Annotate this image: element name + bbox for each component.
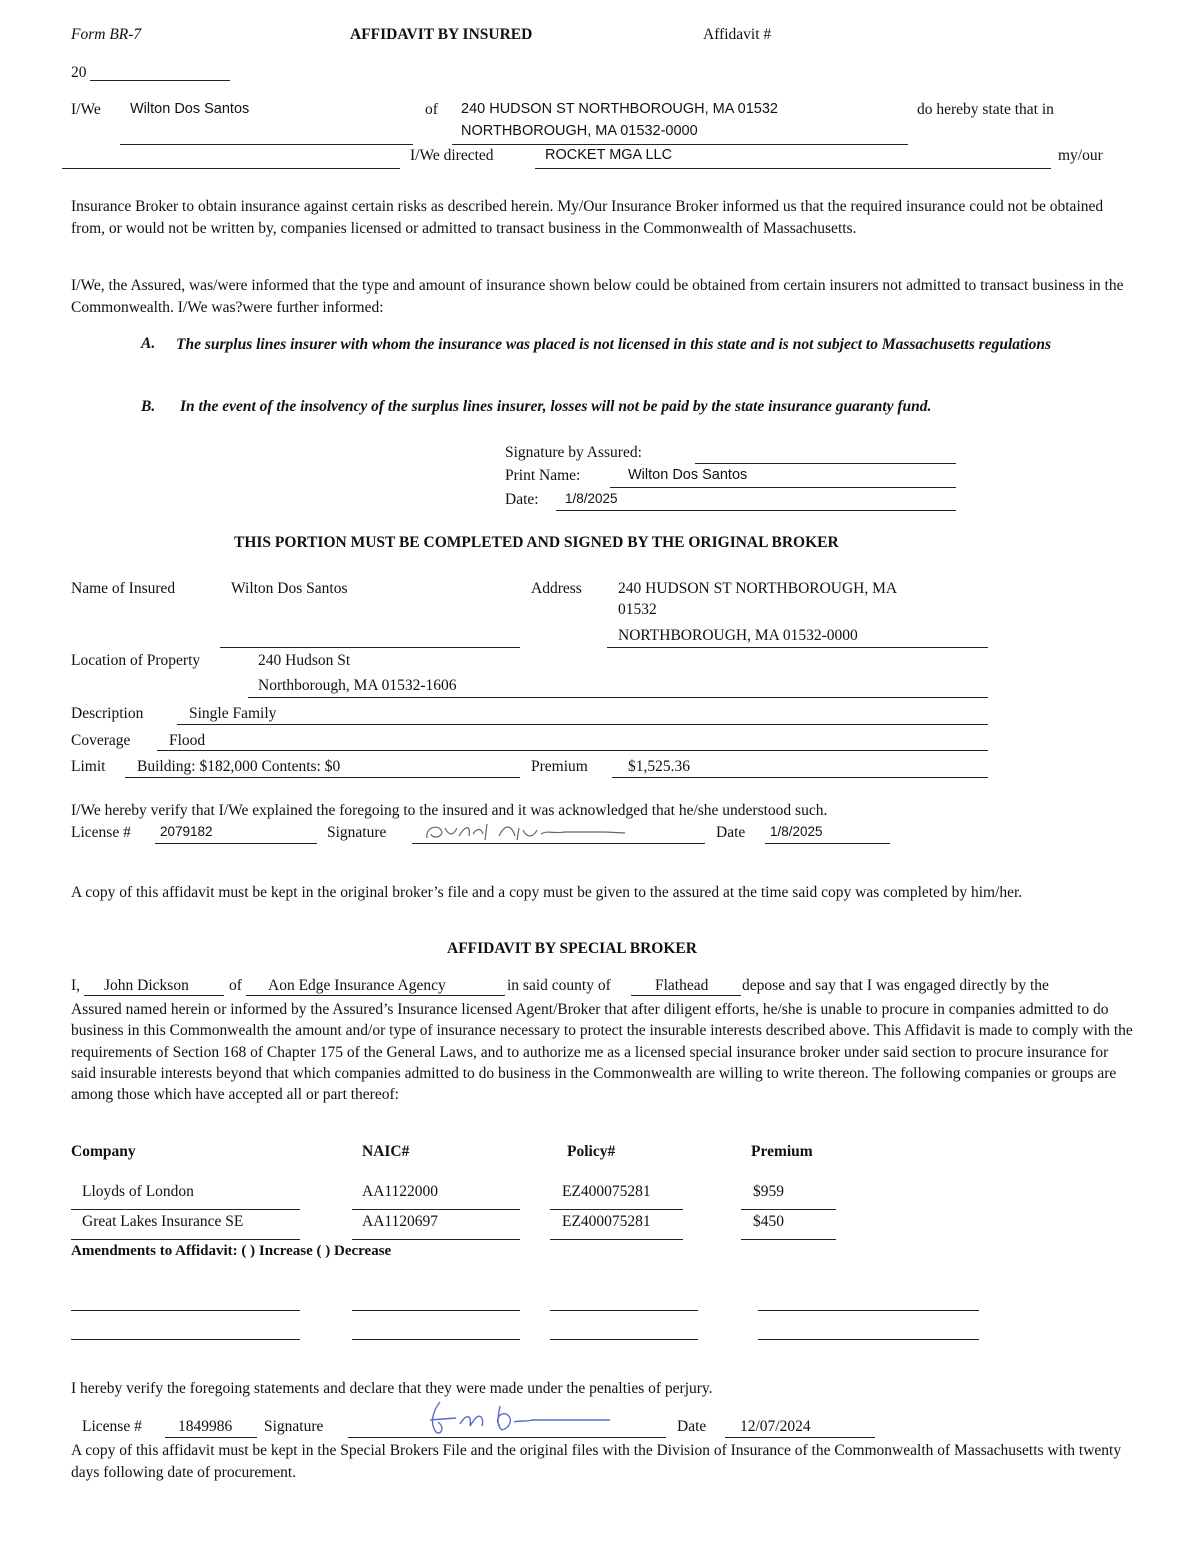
limit-label: Limit [71,758,106,775]
insured-name-field[interactable]: Wilton Dos Santos [130,101,250,117]
special-agency-line [246,995,505,996]
amendment-line[interactable] [352,1310,520,1311]
location-line1[interactable]: 240 Hudson St [258,652,351,669]
limit-field[interactable]: Building: $182,000 Contents: $0 [137,758,341,775]
special-broker-heading: AFFIDAVIT BY SPECIAL BROKER [447,940,697,957]
item-a-label: A. [141,335,156,352]
row-line [71,1209,300,1210]
broker-signature-line[interactable] [412,843,705,844]
row-line [352,1239,520,1240]
broker-verify-text: I/We hereby verify that I/We explained the foregoing to the insured and it was acknowledged that he/she understood such. [71,802,828,819]
broker-license-field[interactable]: 2079182 [160,824,213,839]
item-b-text: In the event of the insolvency of the surplus lines insurer, losses will not be paid by the state insurance guaranty fund. [180,398,932,415]
special-broker-name[interactable]: John Dickson [104,977,189,994]
page-title: AFFIDAVIT BY INSURED [350,26,533,43]
broker-section-heading: THIS PORTION MUST BE COMPLETED AND SIGNED BY THE ORIGINAL BROKER [234,534,839,551]
company-cell[interactable]: Great Lakes Insurance SE [82,1213,244,1230]
assured-date-line [556,510,956,511]
amendment-line[interactable] [550,1339,698,1340]
broker-date-line [765,843,890,844]
amendment-line[interactable] [758,1310,979,1311]
paragraph-1: Insurance Broker to obtain insurance against certain risks as described herein. My/Our Insurance Broker informed us that the required insurance could not be obtained from, or would not be written by, companies licensed or admitted to transact business in the Commonwealth of Massachusetts. [71,198,1104,237]
row-line [550,1239,683,1240]
year-prefix: 20 [71,64,87,81]
naic-cell[interactable]: AA1122000 [362,1183,439,1200]
location-line2[interactable]: Northborough, MA 01532-1606 [258,677,457,694]
special-depose-text: depose and say that I was engaged directly by the [742,977,1049,994]
paragraph-2: I/We, the Assured, was/were informed that the type and amount of insurance shown below could be obtained from certain insurers not admitted to transact business in the Commonwealth. I/We was?were further informed: [71,277,1124,316]
print-name-label: Print Name: [505,467,581,484]
amendment-line[interactable] [758,1339,979,1340]
description-label: Description [71,705,144,722]
row-line [741,1239,836,1240]
coverage-line [157,750,988,751]
broker-date-label: Date [716,824,746,841]
special-body-text: Assured named herein or informed by the Assured’s Insurance licensed Agent/Broker that after diligent efforts, he/she is unable to procure in companies admitted to do business in this Commonwealth the amount and/or type of insurance necessary to protect the insurable interests described above. This Affidavit is made to comply with the requirements of Section 168 of Chapter 175 of the General Laws, and to authorize me as a licensed special insurance broker under said section to procure insurance for said insurable interests beyond that which companies admitted to do business in the Commonwealth are willing to write thereon. The following companies or groups are among those which have accepted all or part thereof: [71,1001,1133,1104]
of-label: of [425,101,438,118]
premium-field[interactable]: $1,525.36 [628,758,690,775]
premium-line [612,777,988,778]
special-county-line [631,995,741,996]
special-county-label: in said county of [507,977,611,994]
row-line [741,1209,836,1210]
col-header-company: Company [71,1143,136,1160]
policy-cell[interactable]: EZ400075281 [562,1183,651,1200]
premium-label: Premium [531,758,588,775]
address-line1[interactable]: 240 HUDSON ST NORTHBOROUGH, MA [618,580,898,597]
assured-date-label: Date: [505,491,539,508]
item-a-text: The surplus lines insurer with whom the insurance was placed is not licensed in this state and is not subject to Massachusetts regulations [176,336,1052,353]
insured-name-line [120,144,413,145]
directed-label: I/We directed [410,147,494,164]
special-of-label: of [229,977,242,994]
description-line [177,724,988,725]
coverage-field[interactable]: Flood [169,732,206,749]
premium-cell[interactable]: $959 [753,1183,784,1200]
print-name-field[interactable]: Wilton Dos Santos [628,467,748,483]
naic-cell[interactable]: AA1120697 [362,1213,439,1230]
special-license-label: License # [82,1418,142,1435]
broker-date-field[interactable]: 1/8/2025 [770,824,823,839]
assured-signature-label: Signature by Assured: [505,444,642,461]
name-of-insured-line [220,647,520,648]
amendments-label: Amendments to Affidavit: ( ) Increase ( ) Decrease [71,1243,392,1259]
description-field[interactable]: Single Family [189,705,277,722]
special-county[interactable]: Flathead [655,977,709,994]
special-i-label: I, [71,977,81,994]
insured-address-line2[interactable]: NORTHBOROUGH, MA 01532-0000 [461,123,698,139]
col-header-naic: NAIC# [362,1143,410,1160]
broker-license-label: License # [71,824,131,841]
amendment-line[interactable] [352,1339,520,1340]
special-signature-image [410,1398,640,1438]
affidavit-number-label: Affidavit # [703,26,772,43]
special-signature-line[interactable] [348,1437,666,1438]
state-label: do hereby state that in [917,101,1054,118]
insured-address-line1[interactable]: 240 HUDSON ST NORTHBOROUGH, MA 01532 [461,101,778,117]
broker-license-line [155,843,317,844]
row-line [550,1209,683,1210]
iwe-label: I/We [71,101,101,118]
blank-line [62,168,400,169]
special-date-line [725,1437,875,1438]
broker-signature-label: Signature [327,824,387,841]
print-name-line [610,487,956,488]
premium-cell[interactable]: $450 [753,1213,784,1230]
col-header-premium: Premium [751,1143,813,1160]
name-of-insured-label: Name of Insured [71,580,176,597]
broker-copy-note: A copy of this affidavit must be kept in the original broker’s file and a copy must be given to the assured at the time said copy was completed by him/her. [71,884,1023,901]
amendment-line[interactable] [550,1310,698,1311]
special-broker-name-line [84,995,224,996]
special-date-label: Date [677,1418,707,1435]
address-line [607,647,988,648]
location-label: Location of Property [71,652,201,669]
myour-label: my/our [1058,147,1103,164]
special-verify-text: I hereby verify the foregoing statements and declare that they were made under the penalties of perjury. [71,1380,713,1397]
insured-address-line [452,144,908,145]
amendment-line[interactable] [71,1339,300,1340]
form-id: Form BR-7 [71,26,142,43]
year-line [90,80,230,81]
special-agency[interactable]: Aon Edge Insurance Agency [268,977,446,994]
broker-name-line [535,168,1051,169]
location-line [248,697,988,698]
limit-line [125,777,520,778]
name-of-insured-field[interactable]: Wilton Dos Santos [231,580,348,597]
special-footer-note: A copy of this affidavit must be kept in the Special Brokers File and the original files with the Division of Insurance of the Commonwealth of Massachusetts with twenty days following date of procurement. [71,1442,1122,1481]
special-license-line [165,1437,257,1438]
item-b-label: B. [141,398,156,415]
special-license-field[interactable]: 1849986 [178,1418,233,1435]
broker-name-field[interactable]: ROCKET MGA LLC [545,147,673,163]
policy-cell[interactable]: EZ400075281 [562,1213,651,1230]
broker-signature-image [415,818,645,846]
address-line3[interactable]: NORTHBOROUGH, MA 01532-0000 [618,627,858,644]
assured-date-field[interactable]: 1/8/2025 [565,491,618,506]
col-header-policy: Policy# [567,1143,616,1160]
amendment-line[interactable] [71,1310,300,1311]
address-line2[interactable]: 01532 [618,601,657,618]
coverage-label: Coverage [71,732,131,749]
row-line [352,1209,520,1210]
special-date-field[interactable]: 12/07/2024 [740,1418,811,1435]
address-label: Address [531,580,582,597]
company-cell[interactable]: Lloyds of London [82,1183,194,1200]
special-signature-label: Signature [264,1418,324,1435]
assured-signature-line[interactable] [695,463,956,464]
row-line [71,1239,300,1240]
